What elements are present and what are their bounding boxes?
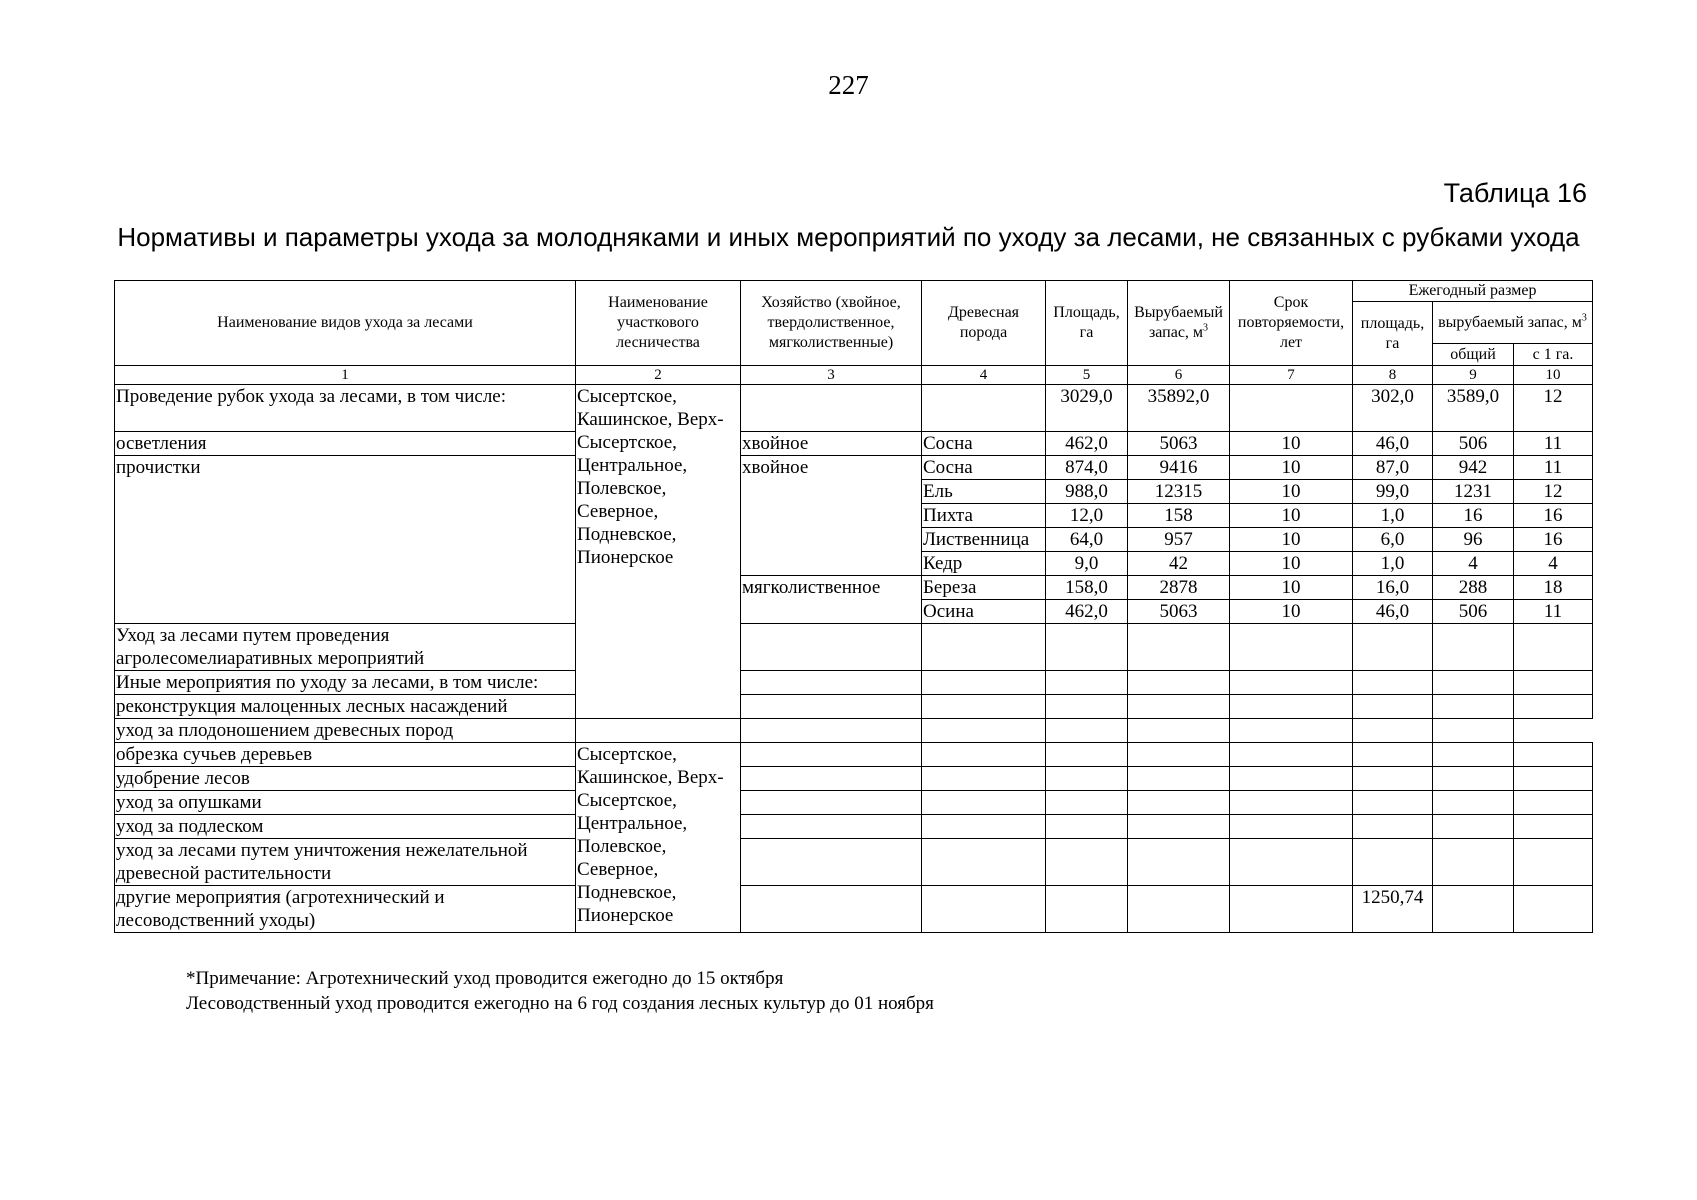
empty-cell [741, 815, 922, 839]
cell-farm: хвойное [741, 456, 922, 576]
empty-cell [1353, 791, 1433, 815]
cell-per-ha: 16 [1514, 504, 1593, 528]
empty-cell [1128, 671, 1230, 695]
empty-cell [1046, 671, 1128, 695]
empty-cell [1128, 624, 1230, 671]
cell-annual-area: 1250,74 [1353, 886, 1433, 933]
cell-species: Ель [922, 480, 1046, 504]
table-row [115, 886, 1593, 933]
cell-species: Береза [922, 576, 1046, 600]
empty-cell [1128, 695, 1230, 719]
column-index-row [115, 366, 1593, 385]
col-index: 4 [922, 366, 1046, 385]
empty-cell [922, 839, 1046, 886]
header-forestry: Наименование участкового лесничества [576, 281, 741, 366]
table-row [115, 456, 1593, 480]
col-index: 8 [1353, 366, 1433, 385]
cell-annual-total: 96 [1433, 528, 1514, 552]
col-index: 3 [741, 366, 922, 385]
forestries-group-2: Сысертское, Кашинское, Верх-Сысертское, Центральное, Полевское, Северное, Подневское, Пионерское [576, 743, 741, 933]
row-name: обрезка сучьев деревьев [115, 743, 576, 767]
empty-cell [1353, 719, 1433, 743]
table-notes [186, 966, 934, 1016]
cell-per-ha: 12 [1514, 385, 1593, 432]
cell-per-ha: 11 [1514, 456, 1593, 480]
cell-species: Сосна [922, 432, 1046, 456]
empty-cell [1230, 886, 1353, 933]
cell-per-ha: 12 [1514, 480, 1593, 504]
empty-cell [1046, 719, 1128, 743]
cell-annual-area: 99,0 [1353, 480, 1433, 504]
col-index: 1 [115, 366, 576, 385]
empty-cell [1353, 767, 1433, 791]
cell-annual-total: 506 [1433, 600, 1514, 624]
cell-volume: 35892,0 [1128, 385, 1230, 432]
header-farm: Хозяйство (хвойное, твердолиственное, мягколиственные) [741, 281, 922, 366]
empty-cell [922, 695, 1046, 719]
cell-volume: 2878 [1128, 576, 1230, 600]
cell-volume: 5063 [1128, 600, 1230, 624]
table-row [115, 671, 1593, 695]
forestries-group-1: Сысертское, Кашинское, Верх-Сысертское, Центральное, Полевское, Северное, Подневское, Пионерское [576, 385, 741, 719]
table-row [115, 624, 1593, 671]
row-name: другие мероприятия (агротехнический и лесоводственний уходы) [115, 886, 576, 933]
empty-cell [1230, 767, 1353, 791]
header-volume-text: Вырубаемый запас, м [1134, 304, 1223, 341]
table-row [115, 839, 1593, 886]
cell-period: 10 [1230, 552, 1353, 576]
empty-cell [1353, 815, 1433, 839]
cell-volume: 158 [1128, 504, 1230, 528]
cell-period: 10 [1230, 504, 1353, 528]
empty-cell [1128, 886, 1230, 933]
row-name: уход за подлеском [115, 815, 576, 839]
empty-cell [741, 385, 922, 432]
empty-cell [1230, 695, 1353, 719]
cell-area: 462,0 [1046, 432, 1128, 456]
empty-cell [922, 624, 1046, 671]
col-index: 7 [1230, 366, 1353, 385]
empty-cell [1128, 719, 1230, 743]
empty-cell [1046, 886, 1128, 933]
empty-cell [1046, 767, 1128, 791]
empty-cell [1433, 791, 1514, 815]
empty-cell [1230, 743, 1353, 767]
cell-farm: хвойное [741, 432, 922, 456]
cell-annual-area: 46,0 [1353, 600, 1433, 624]
note-line: *Примечание: Агротехнический уход проводится ежегодно до 15 октября [186, 968, 784, 989]
cell-annual-area: 87,0 [1353, 456, 1433, 480]
row-name: реконструкция малоценных лесных насаждений [115, 695, 576, 719]
table-row [115, 743, 1593, 767]
cell-species: Кедр [922, 552, 1046, 576]
header-annual-volume-sup: 3 [1581, 312, 1587, 324]
table-header [115, 281, 1593, 366]
empty-cell [922, 767, 1046, 791]
header-species: Древесная порода [922, 281, 1046, 366]
empty-cell [1046, 695, 1128, 719]
table-row [115, 815, 1593, 839]
col-index: 2 [576, 366, 741, 385]
empty-cell [1128, 791, 1230, 815]
empty-cell [1353, 839, 1433, 886]
header-period: Срок повторяемости, лет [1230, 281, 1353, 366]
table-row [115, 719, 1593, 743]
table-row [115, 385, 1593, 432]
cell-annual-area: 1,0 [1353, 504, 1433, 528]
empty-cell [741, 839, 922, 886]
cell-period: 10 [1230, 528, 1353, 552]
header-annual-total: общий [1433, 344, 1514, 366]
cell-area: 874,0 [1046, 456, 1128, 480]
cell-annual-area: 16,0 [1353, 576, 1433, 600]
cell-volume: 9416 [1128, 456, 1230, 480]
cell-annual-total: 288 [1433, 576, 1514, 600]
cell-period: 10 [1230, 576, 1353, 600]
empty-cell [1353, 695, 1433, 719]
row-name: уход за плодоношением древесных пород [115, 719, 576, 743]
empty-cell [1230, 815, 1353, 839]
empty-cell [1433, 767, 1514, 791]
empty-cell [1433, 695, 1514, 719]
header-annual-volume-text: вырубаемый запас, м [1438, 313, 1582, 331]
cell-annual-total: 942 [1433, 456, 1514, 480]
cell-area: 158,0 [1046, 576, 1128, 600]
empty-cell [1433, 815, 1514, 839]
header-annual: Ежегодный размер [1353, 281, 1593, 302]
col-index: 6 [1128, 366, 1230, 385]
row-name: прочистки [115, 456, 576, 624]
table-title: Нормативы и параметры ухода за молодняками и иных мероприятий по уходу за лесами, не связанных с рубками ухода [117, 222, 1580, 252]
empty-cell [922, 385, 1046, 432]
row-name: уход за лесами путем уничтожения нежелательной древесной растительности [115, 839, 576, 886]
cell-annual-area: 46,0 [1353, 432, 1433, 456]
header-volume-sup: 3 [1203, 322, 1209, 334]
empty-cell [922, 671, 1046, 695]
empty-cell [1433, 743, 1514, 767]
cell-species: Пихта [922, 504, 1046, 528]
cell-annual-area: 6,0 [1353, 528, 1433, 552]
empty-cell [1514, 791, 1593, 815]
empty-cell [1433, 886, 1514, 933]
cell-annual-total: 1231 [1433, 480, 1514, 504]
table-body [115, 366, 1593, 933]
table-label: Таблица 16 [1443, 178, 1587, 208]
cell-annual-total: 506 [1433, 432, 1514, 456]
cell-area: 462,0 [1046, 600, 1128, 624]
empty-cell [1514, 815, 1593, 839]
cell-annual-area: 1,0 [1353, 552, 1433, 576]
empty-cell [922, 791, 1046, 815]
header-annual-volume [1433, 302, 1593, 344]
empty-cell [1128, 839, 1230, 886]
empty-cell [1433, 624, 1514, 671]
cell-period: 10 [1230, 480, 1353, 504]
empty-cell [1128, 743, 1230, 767]
cell-annual-total: 4 [1433, 552, 1514, 576]
empty-cell [1514, 743, 1593, 767]
header-area: Площадь, га [1046, 281, 1128, 366]
table-row [115, 432, 1593, 456]
cell-volume: 12315 [1128, 480, 1230, 504]
row-name: Иные мероприятия по уходу за лесами, в том числе: [115, 671, 576, 695]
cell-species: Осина [922, 600, 1046, 624]
cell-volume: 957 [1128, 528, 1230, 552]
cell-per-ha: 11 [1514, 600, 1593, 624]
cell-species: Сосна [922, 456, 1046, 480]
empty-cell [741, 791, 922, 815]
cell-farm: мягколиственное [741, 576, 922, 624]
row-name: осветления [115, 432, 576, 456]
cell-period: 10 [1230, 432, 1353, 456]
empty-cell [1514, 839, 1593, 886]
cell-per-ha: 4 [1514, 552, 1593, 576]
cell-area: 64,0 [1046, 528, 1128, 552]
cell-area: 3029,0 [1046, 385, 1128, 432]
cell-volume: 42 [1128, 552, 1230, 576]
empty-cell [741, 671, 922, 695]
empty-cell [1046, 743, 1128, 767]
empty-cell [1514, 624, 1593, 671]
empty-cell [922, 719, 1046, 743]
empty-cell [1353, 743, 1433, 767]
col-index: 5 [1046, 366, 1128, 385]
cell-period: 10 [1230, 456, 1353, 480]
empty-cell [1433, 671, 1514, 695]
row-name: Проведение рубок ухода за лесами, в том числе: [115, 385, 576, 432]
col-index: 10 [1514, 366, 1593, 385]
empty-cell [1230, 671, 1353, 695]
empty-cell [922, 815, 1046, 839]
header-annual-area: площадь, га [1353, 302, 1433, 366]
cell-area: 12,0 [1046, 504, 1128, 528]
cell-per-ha: 18 [1514, 576, 1593, 600]
empty-cell [1353, 624, 1433, 671]
empty-cell [741, 886, 922, 933]
empty-cell [1128, 815, 1230, 839]
cell-area: 9,0 [1046, 552, 1128, 576]
empty-cell [741, 719, 922, 743]
empty-cell [1230, 839, 1353, 886]
empty-cell [1230, 624, 1353, 671]
empty-cell [741, 695, 922, 719]
header-per-ha: с 1 га. [1514, 344, 1593, 366]
cell-period: 10 [1230, 600, 1353, 624]
row-name: Уход за лесами путем проведения агролесомелиаративных мероприятий [115, 624, 576, 671]
empty-cell [1353, 671, 1433, 695]
empty-cell [741, 767, 922, 791]
cell-annual-total: 3589,0 [1433, 385, 1514, 432]
table-row [115, 695, 1593, 719]
empty-cell [1046, 839, 1128, 886]
empty-cell [1514, 671, 1593, 695]
header-volume [1128, 281, 1230, 366]
empty-cell [1046, 624, 1128, 671]
empty-cell [1514, 767, 1593, 791]
empty-cell [922, 886, 1046, 933]
cell-per-ha: 11 [1514, 432, 1593, 456]
empty-cell [741, 624, 922, 671]
forest-care-table [114, 280, 1593, 933]
cell-species: Лиственница [922, 528, 1046, 552]
empty-cell [1230, 385, 1353, 432]
empty-cell [741, 743, 922, 767]
empty-cell [1046, 815, 1128, 839]
empty-cell [1128, 767, 1230, 791]
table-row [115, 767, 1593, 791]
empty-cell [1046, 791, 1128, 815]
col-index: 9 [1433, 366, 1514, 385]
cell-volume: 5063 [1128, 432, 1230, 456]
row-name: уход за опушками [115, 791, 576, 815]
empty-cell [1514, 886, 1593, 933]
empty-cell [1230, 791, 1353, 815]
note-line: Лесоводственный уход проводится ежегодно на 6 год создания лесных культур до 01 ноября [186, 993, 934, 1014]
cell-annual-area: 302,0 [1353, 385, 1433, 432]
empty-cell [1433, 719, 1514, 743]
empty-cell [576, 719, 741, 743]
cell-annual-total: 16 [1433, 504, 1514, 528]
page-number: 227 [828, 70, 869, 100]
cell-area: 988,0 [1046, 480, 1128, 504]
empty-cell [1514, 695, 1593, 719]
empty-cell [1230, 719, 1353, 743]
cell-per-ha: 16 [1514, 528, 1593, 552]
row-name: удобрение лесов [115, 767, 576, 791]
table-row [115, 791, 1593, 815]
empty-cell [922, 743, 1046, 767]
header-care-type: Наименование видов ухода за лесами [115, 281, 576, 366]
empty-cell [1433, 839, 1514, 886]
